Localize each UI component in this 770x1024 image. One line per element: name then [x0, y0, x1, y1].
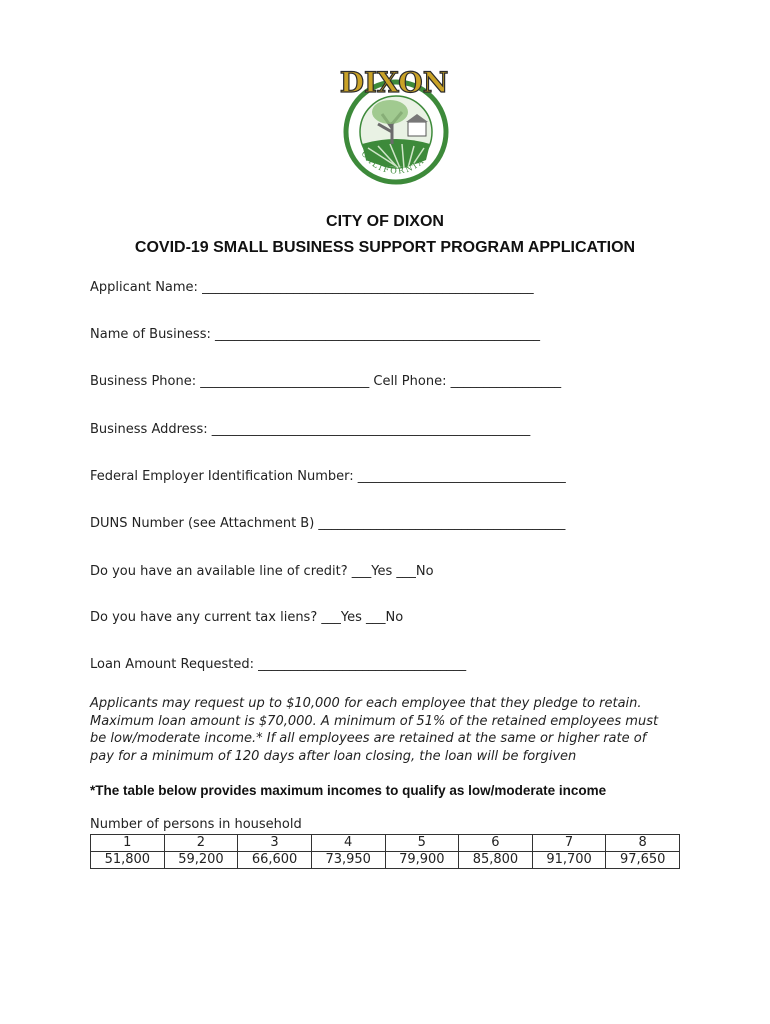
- table-cell: 3: [238, 835, 312, 852]
- paragraph-line: Maximum loan amount is $70,000. A minimum of 51% of the retained employees must: [90, 713, 659, 729]
- loan-amount-field[interactable]: Loan Amount Requested: ________________________________: [90, 657, 467, 672]
- table-cell: 8: [606, 835, 680, 852]
- city-of-dixon-logo: [334, 64, 454, 186]
- duns-field[interactable]: DUNS Number (see Attachment B) ______________________________________: [90, 516, 566, 531]
- page-title: CITY OF DIXON: [326, 213, 444, 230]
- paragraph-line: be low/moderate income.* If all employees are retained at the same or higher rate of: [90, 731, 647, 746]
- loan-terms-paragraph: [90, 695, 690, 765]
- business-name-field[interactable]: Name of Business: __________________________________________________: [90, 327, 540, 342]
- income-table-note: *The table below provides maximum incomes to qualify as low/moderate income: [90, 783, 607, 798]
- table-cell: 7: [532, 835, 606, 852]
- table-cell: 66,600: [238, 852, 312, 869]
- max-income-row: [91, 852, 680, 869]
- applicant-name-field[interactable]: Applicant Name: ___________________________________________________: [90, 280, 534, 295]
- page-subtitle: COVID-19 SMALL BUSINESS SUPPORT PROGRAM APPLICATION: [134, 239, 636, 256]
- business-address-field[interactable]: Business Address: _________________________________________________: [90, 422, 531, 437]
- paragraph-line: pay for a minimum of 120 days after loan closing, the loan will be forgiven: [90, 748, 577, 764]
- tax-liens-question[interactable]: Do you have any current tax liens? ___Yes ___No: [90, 610, 404, 625]
- table-cell: 51,800: [91, 852, 165, 869]
- table-cell: 2: [164, 835, 238, 852]
- line-of-credit-question[interactable]: Do you have an available line of credit? ___Yes ___No: [90, 564, 434, 579]
- paragraph-line: Applicants may request up to $10,000 for each employee that they pledge to retain.: [90, 696, 642, 711]
- svg-text:CALIFORNIA: CALIFORNIA: [359, 149, 427, 176]
- income-table-caption: Number of persons in household: [90, 817, 302, 832]
- table-cell: 79,900: [385, 852, 459, 869]
- fein-field[interactable]: Federal Employer Identification Number: ________________________________: [90, 469, 566, 484]
- table-cell: 91,700: [532, 852, 606, 869]
- table-cell: 1: [91, 835, 165, 852]
- business-phone-field[interactable]: Business Phone: __________________________ Cell Phone: _________________: [90, 374, 562, 389]
- table-cell: 4: [311, 835, 385, 852]
- table-cell: 97,650: [606, 852, 680, 869]
- table-cell: 85,800: [459, 852, 533, 869]
- table-cell: 73,950: [311, 852, 385, 869]
- table-cell: 5: [385, 835, 459, 852]
- table-cell: 59,200: [164, 852, 238, 869]
- svg-text:DIXON: DIXON: [339, 66, 449, 99]
- table-cell: 6: [459, 835, 533, 852]
- household-size-row: [91, 835, 680, 852]
- income-table: [90, 834, 680, 869]
